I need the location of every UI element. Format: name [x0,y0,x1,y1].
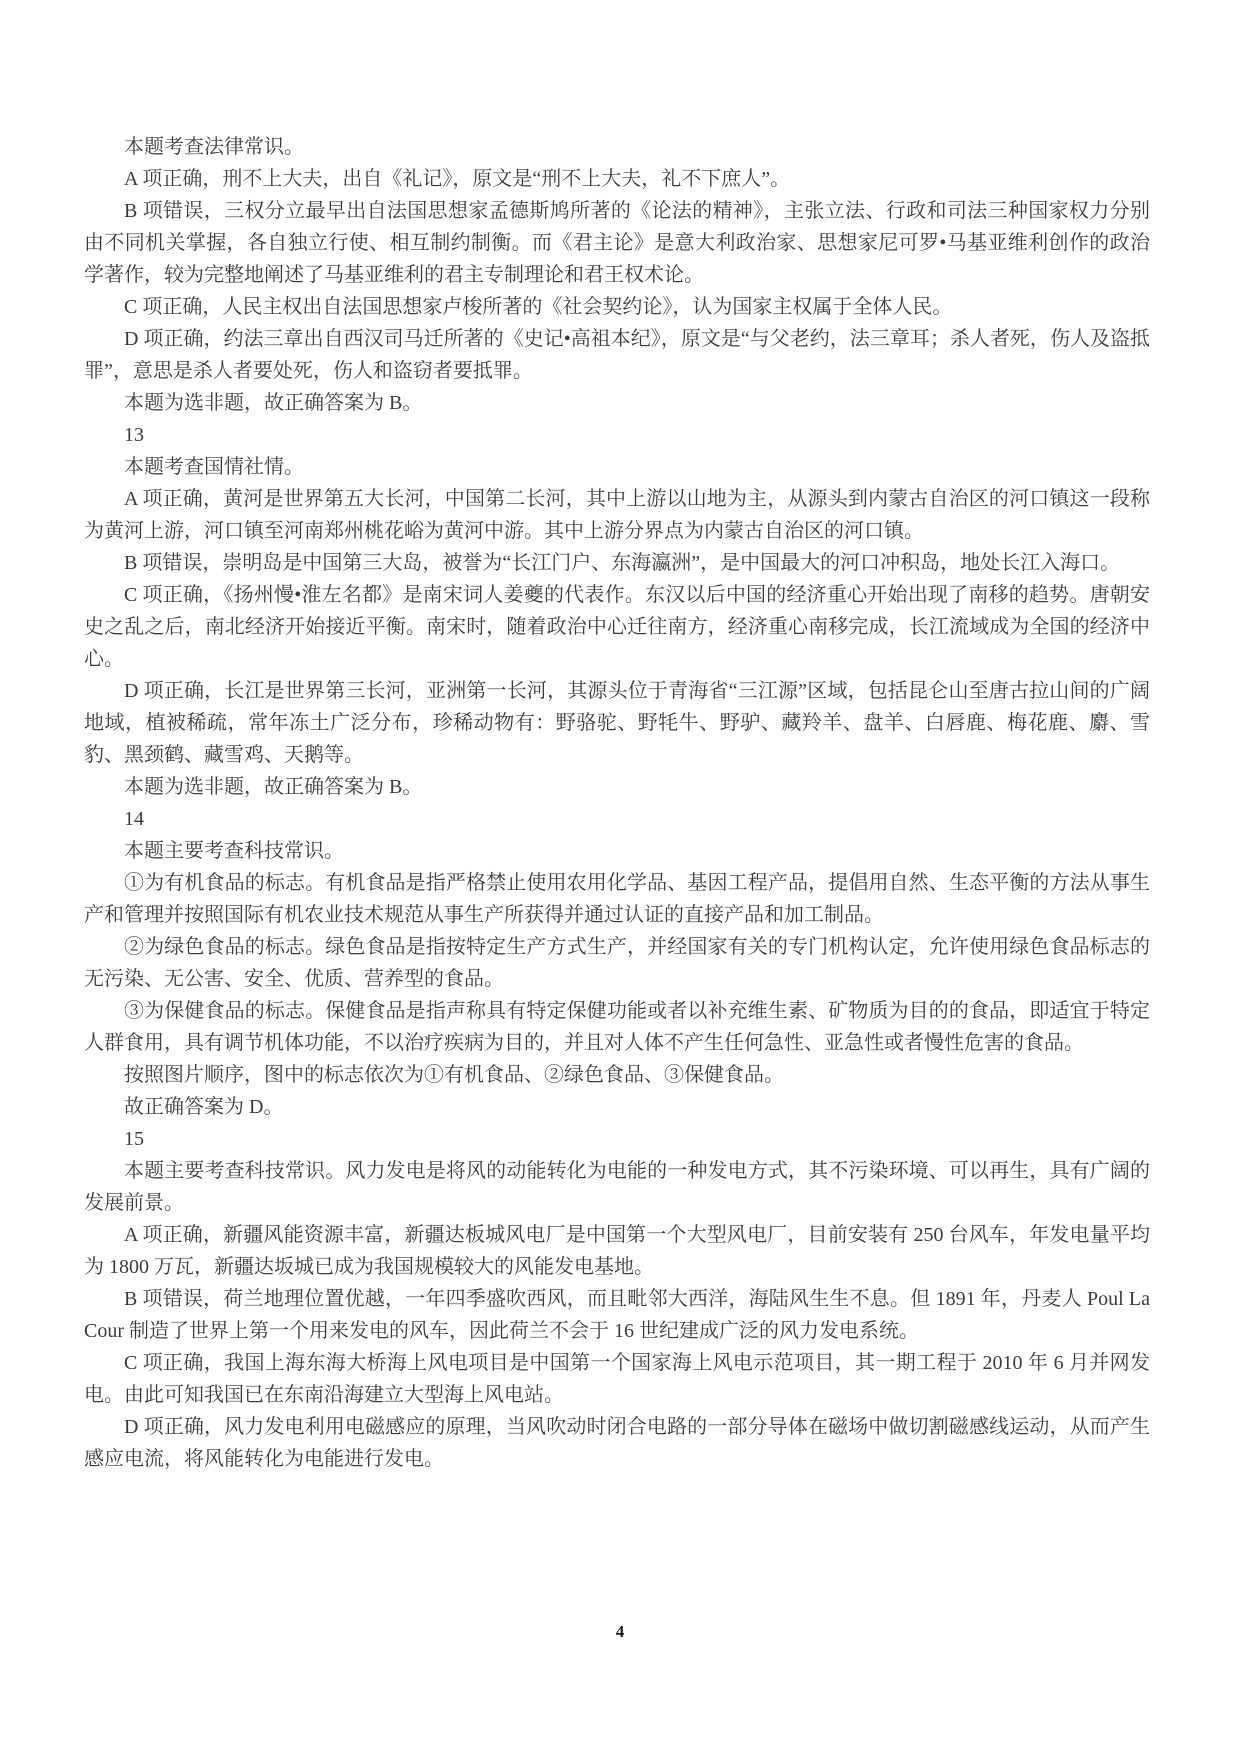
question-number: 13 [124,424,144,446]
paragraph: A 项正确，刑不上大夫，出自《礼记》，原文是“刑不上大夫，礼不下庶人”。 [124,168,791,190]
question-number: 15 [124,1128,144,1150]
paragraph: ③为保健食品的标志。保健食品是指声称具有特定保健功能或者以补充维生素、矿物质为目的的食品，即适宜于特定人群食用，具有调节机体功能，不以治疗疾病为目的，并且对人体不产生任何急性、亚急性或者慢性危害的食品。 [84,1000,1150,1054]
paragraph: B 项错误，崇明岛是中国第三大岛，被誉为“长江门户、东海瀛洲”，是中国最大的河口冲积岛，地处长江入海口。 [124,552,1121,574]
paragraph: C 项正确，我国上海东海大桥海上风电项目是中国第一个国家海上风电示范项目，其一期工程于 2010 年 6 月并网发电。由此可知我国已在东南沿海建立大型海上风电站。 [84,1352,1150,1406]
paragraph: D 项正确，长江是世界第三长河，亚洲第一长河，其源头位于青海省“三江源”区域，包括昆仑山至唐古拉山间的广阔地域，植被稀疏，常年冻土广泛分布，珍稀动物有：野骆驼、野牦牛、野驴、藏羚羊、盘羊、白唇鹿、梅花鹿、麝、雪豹、黑颈鹤、藏雪鸡、天鹅等。 [84,680,1150,766]
paragraph: A 项正确，新疆风能资源丰富，新疆达板城风电厂是中国第一个大型风电厂，目前安装有 250 台风车，年发电量平均为 1800 万瓦，新疆达坂城已成为我国规模较大的风能发电基地。 [84,1224,1150,1278]
paragraph: ①为有机食品的标志。有机食品是指严格禁止使用农用化学品、基因工程产品，提倡用自然、生态平衡的方法从事生产和管理并按照国际有机农业技术规范从事生产所获得并通过认证的直接产品和加工制品。 [84,872,1150,926]
paragraph: 本题考查法律常识。 [124,136,304,158]
paragraph: 本题为选非题，故正确答案为 B。 [124,392,423,414]
paragraph: A 项正确，黄河是世界第五大长河，中国第二长河，其中上游以山地为主，从源头到内蒙古自治区的河口镇这一段称为黄河上游，河口镇至河南郑州桃花峪为黄河中游。其中上游分界点为内蒙古自治区的河口镇。 [84,488,1150,542]
paragraph: 按照图片顺序，图中的标志依次为①有机食品、②绿色食品、③保健食品。 [124,1064,784,1086]
paragraph: 本题考查国情社情。 [124,456,304,478]
paragraph: 故正确答案为 D。 [124,1096,284,1118]
paragraph: B 项错误，荷兰地理位置优越，一年四季盛吹西风，而且毗邻大西洋，海陆风生生不息。但 1891 年，丹麦人 Poul LaCour 制造了世界上第一个用来发电的风车，因此荷兰不会于 16 世纪建成广泛的风力发电系统。 [84,1288,1150,1342]
paragraph: ②为绿色食品的标志。绿色食品是指按特定生产方式生产，并经国家有关的专门机构认定，允许使用绿色食品标志的无污染、无公害、安全、优质、营养型的食品。 [84,936,1150,990]
paragraph: 本题为选非题，故正确答案为 B。 [124,776,423,798]
paragraph: 本题主要考查科技常识。风力发电是将风的动能转化为电能的一种发电方式，其不污染环境、可以再生，具有广阔的发展前景。 [84,1160,1150,1214]
paragraph: D 项正确，风力发电利用电磁感应的原理，当风吹动时闭合电路的一部分导体在磁场中做切割磁感线运动，从而产生感应电流，将风能转化为电能进行发电。 [84,1416,1150,1470]
paragraph: D 项正确，约法三章出自西汉司马迁所著的《史记•高祖本纪》，原文是“与父老约，法三章耳；杀人者死，伤人及盗抵罪”，意思是杀人者要处死，伤人和盗窃者要抵罪。 [84,328,1150,382]
question-number: 14 [124,808,144,830]
answer-explanations-text [84,131,1150,1475]
paragraph: B 项错误，三权分立最早出自法国思想家孟德斯鸠所著的《论法的精神》，主张立法、行政和司法三种国家权力分别由不同机关掌握，各自独立行使、相互制约制衡。而《君主论》是意大利政治家、思想家尼可罗•马基亚维利创作的政治学著作，较为完整地阐述了马基亚维利的君主专制理论和君王权术论。 [84,200,1150,286]
paragraph: C 项正确，人民主权出自法国思想家卢梭所著的《社会契约论》，认为国家主权属于全体人民。 [124,296,953,318]
page-number: 4 [615,1622,625,1641]
paragraph: C 项正确，《扬州慢•淮左名都》是南宋词人姜夔的代表作。东汉以后中国的经济重心开始出现了南移的趋势。唐朝安史之乱之后，南北经济开始接近平衡。南宋时，随着政治中心迁往南方，经济重心南移完成，长江流域成为全国的经济中心。 [84,584,1150,670]
paragraph: 本题主要考查科技常识。 [124,840,344,862]
